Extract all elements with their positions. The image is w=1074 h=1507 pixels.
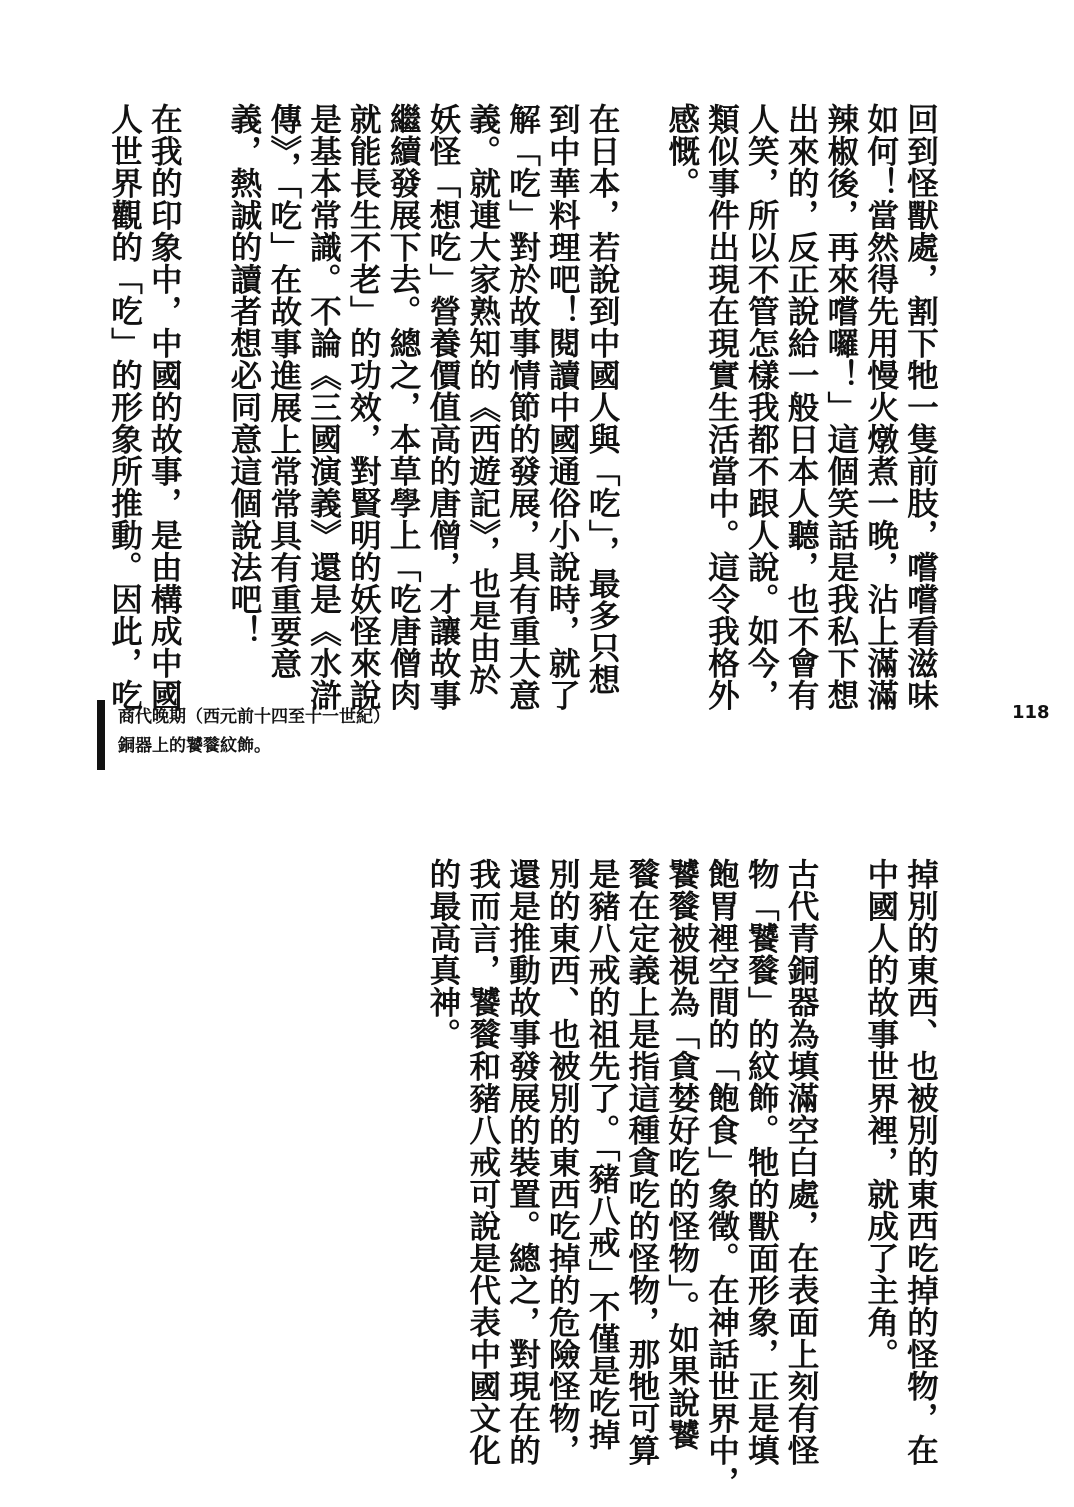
- text-column: 別的東西、也被別的東西吃掉的危險怪物，: [544, 858, 582, 1466]
- text-column: 如何！當然得先用慢火燉煮一晚，沾上滿滿: [862, 103, 900, 711]
- text-column: 人笑，所以不管怎樣我都不跟人說。如今，: [743, 103, 781, 711]
- text-column: 就能長生不老」的功效，對賢明的妖怪來說: [345, 103, 383, 711]
- text-column: 掉別的東西、也被別的東西吃掉的怪物，在: [902, 858, 940, 1466]
- text-column: 類似事件出現在現實生活當中。這令我格外: [703, 103, 741, 711]
- text-column: 在我的印象中，中國的故事，是由構成中國: [146, 103, 184, 711]
- caption-line-2: 銅器上的饕餮紋飾。: [118, 736, 271, 756]
- text-column: 人世界觀的「吃」的形象所推動。因此，吃: [106, 103, 144, 711]
- text-column: 餮在定義上是指這種貪吃的怪物，那牠可算: [623, 858, 661, 1466]
- text-column: 感慨。: [663, 103, 701, 199]
- text-column: 義。就連大家熟知的《西遊記》，也是由於: [464, 103, 502, 696]
- text-column: 回到怪獸處，割下牠一隻前肢，嚐嚐看滋味: [902, 103, 940, 711]
- text-column: 解「吃」對於故事情節的發展，具有重大意: [504, 103, 542, 711]
- text-column: 妖怪「想吃」營養價值高的唐僧，才讓故事: [424, 103, 462, 711]
- text-column: 飽胃裡空間的「飽食」象徵。在神話世界中，: [703, 858, 741, 1498]
- text-column: 傳》，「吃」在故事進展上常常具有重要意: [265, 103, 303, 680]
- text-column: 我而言，饕餮和豬八戒可說是代表中國文化: [464, 858, 502, 1466]
- text-column: 中國人的故事世界裡，就成了主角。: [862, 858, 900, 1370]
- text-column: 辣椒後，再來嚐囉！」這個笑話是我私下想: [822, 103, 860, 711]
- text-column: 是基本常識。不論《三國演義》還是《水滸: [305, 103, 343, 711]
- text-column: 出來的，反正說給一般日本人聽，也不會有: [783, 103, 821, 711]
- text-column: 古代青銅器為填滿空白處，在表面上刻有怪: [783, 858, 821, 1466]
- text-column: 饕餮被視為「貪婪好吃的怪物」。如果說饕: [663, 858, 701, 1451]
- text-column: 在日本，若說到中國人與「吃」，最多只想: [584, 103, 622, 696]
- text-column: 繼續發展下去。總之，本草學上「吃唐僧肉: [385, 103, 423, 711]
- text-column: 物「饕餮」的紋飾。牠的獸面形象，正是填: [743, 858, 781, 1466]
- text-column: 的最高真神。: [424, 858, 462, 1050]
- text-column: 還是推動故事發展的裝置。總之，對現在的: [504, 858, 542, 1466]
- text-column: 到中華料理吧！閱讀中國通俗小說時，就了: [544, 103, 582, 711]
- caption-line-1: 商代晚期（西元前十四至十一世紀）: [118, 707, 390, 727]
- text-column: 是豬八戒的祖先了。「豬八戒」不僅是吃掉: [584, 858, 622, 1451]
- text-column: 義，熱誠的讀者想必同意這個說法吧！: [225, 103, 263, 647]
- page-number: 118: [1012, 702, 1050, 723]
- caption-bar: [97, 700, 105, 770]
